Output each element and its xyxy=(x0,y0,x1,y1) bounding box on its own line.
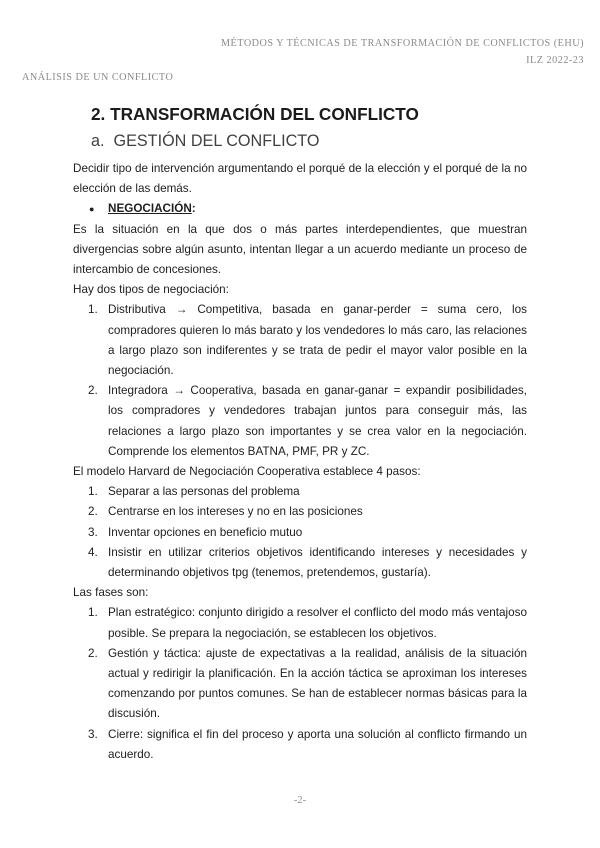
harvard-steps-list xyxy=(73,482,527,583)
list-item xyxy=(73,725,527,765)
list-number: 1. xyxy=(88,606,98,620)
list-number: 1. xyxy=(88,303,98,317)
list-text: Distributiva → Competitiva, basada en ganar-perder = suma cero, los compradores quieren lo más barato y los vendedores lo más caro, las relaciones a largo plazo son indiferentes y se trata de pedir el mayor valor posible en la negociación. xyxy=(108,303,527,378)
page-number: -2- xyxy=(293,795,307,806)
list-item xyxy=(73,603,527,643)
header-academic-year: ILZ 2022-23 xyxy=(526,55,584,66)
list-item xyxy=(73,644,527,725)
list-number: 2. xyxy=(88,505,98,519)
list-text: Inventar opciones en beneficio mutuo xyxy=(108,525,303,539)
list-text: Plan estratégico: conjunto dirigido a resolver el conflicto del modo más ventajoso posible. Se prepara la negociación, se establecen los objetivos. xyxy=(108,606,527,640)
phases-list xyxy=(73,603,527,765)
bullet-suffix: : xyxy=(191,202,196,216)
subsection-label: a. xyxy=(91,132,105,150)
page-content xyxy=(73,102,527,765)
list-text: Separar a las personas del problema xyxy=(108,485,300,499)
list-number: 3. xyxy=(88,525,98,539)
negotiation-bullet xyxy=(73,199,527,219)
subsection-heading xyxy=(73,129,527,154)
header-course-title: MÉTODOS Y TÉCNICAS DE TRANSFORMACIÓN DE CONFLICTOS (EHU) xyxy=(221,38,584,49)
negotiation-types-list xyxy=(73,300,527,462)
list-number: 2. xyxy=(88,384,98,398)
list-number: 2. xyxy=(88,646,98,660)
subsection-title: GESTIÓN DEL CONFLICTO xyxy=(113,132,320,150)
list-number: 1. xyxy=(88,485,98,499)
list-item xyxy=(73,543,527,583)
list-number: 3. xyxy=(88,727,98,741)
list-text: Centrarse en los intereses y no en las posiciones xyxy=(108,505,363,519)
types-intro: Hay dos tipos de negociación: xyxy=(73,283,229,297)
list-number: 4. xyxy=(88,545,98,559)
list-text: Insistir en utilizar criterios objetivos identificando intereses y necesidades y determinando objetivos tpg (tenemos, pretendemos, gustaría). xyxy=(108,545,527,580)
bullet-icon: ● xyxy=(89,204,95,215)
harvard-intro: El modelo Harvard de Negociación Cooperativa establece 4 pasos: xyxy=(73,465,421,479)
bullet-keyword: NEGOCIACIÓN xyxy=(108,202,192,216)
list-text: Integradora → Cooperativa, basada en ganar-ganar = expandir posibilidades, los compradores y vendedores trabajan juntos para conseguir más, las relaciones a largo plazo son importantes y se crea valor en la negociación. Comprende los elementos BATNA, PMF, PR y ZC. xyxy=(108,384,527,458)
list-text: Gestión y táctica: ajuste de expectativas a la realidad, análisis de la situación actual y redirigir la planificación. En la acción táctica se aproximan los intereses comenzando por puntos comunes. Se han de establecer normas básicas para la discusión. xyxy=(108,646,527,721)
definition-paragraph: Es la situación en la que dos o más partes interdependientes, que muestran divergencias sobre algún asunto, intentan llegar a un acuerdo mediante un proceso de intercambio de concesiones. xyxy=(73,222,527,277)
list-item xyxy=(73,502,527,522)
list-item xyxy=(73,300,527,381)
intro-paragraph: Decidir tipo de intervención argumentando el porqué de la elección y el porqué de la no elección de las demás. xyxy=(73,162,527,196)
phases-intro: Las fases son: xyxy=(73,586,149,600)
list-item xyxy=(73,381,527,462)
header-section-title: ANÁLISIS DE UN CONFLICTO xyxy=(22,72,174,83)
list-item xyxy=(73,523,527,543)
list-item xyxy=(73,482,527,502)
list-text: Cierre: significa el fin del proceso y aporta una solución al conflicto firmando un acuerdo. xyxy=(108,727,527,761)
section-heading: 2. TRANSFORMACIÓN DEL CONFLICTO xyxy=(91,104,419,124)
